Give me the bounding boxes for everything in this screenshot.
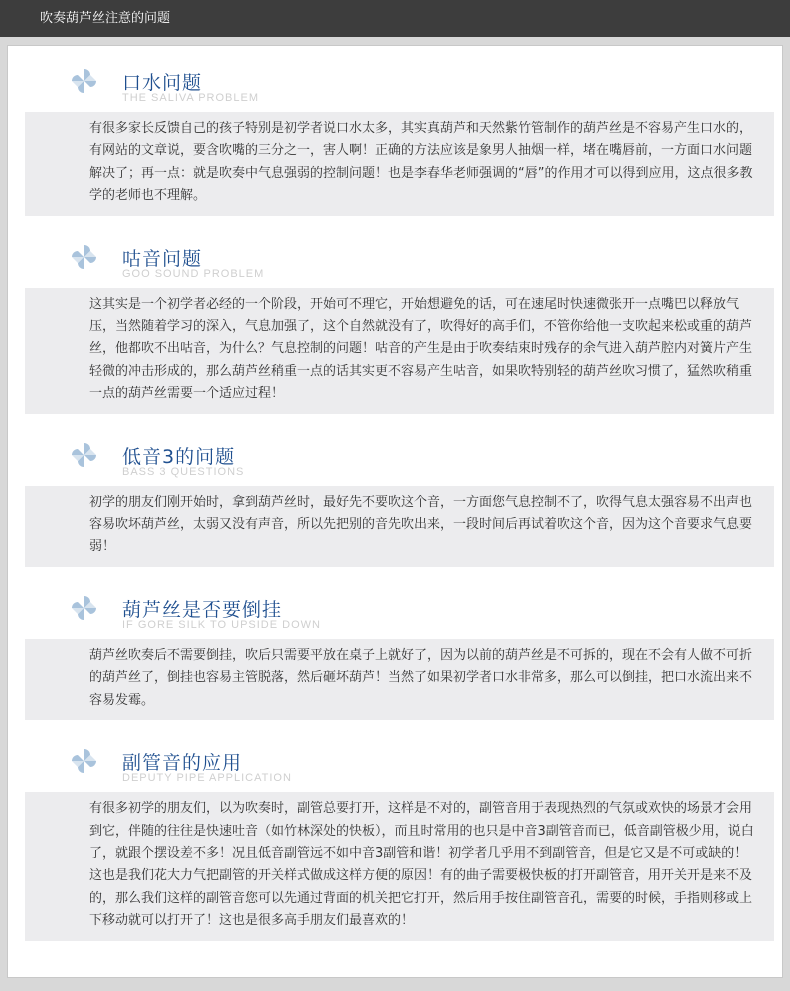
section-title: 口水问题 xyxy=(122,72,203,94)
pinwheel-icon xyxy=(71,68,97,94)
section-deputy-pipe xyxy=(25,740,765,940)
section-subtitle: IF GORE SILK TO UPSIDE DOWN xyxy=(122,618,321,631)
page-header xyxy=(0,0,790,37)
section-subtitle: THE SALIVA PROBLEM xyxy=(122,92,260,104)
content-frame xyxy=(0,37,790,991)
section-title: 副管音的应用 xyxy=(122,752,243,775)
section-saliva xyxy=(25,60,765,216)
section-body: 初学的朋友们刚开始时，拿到葫芦丝时，最好先不要吹这个音，一方面您气息控制不了，吹得气息太强容易不出声也容易吹坏葫芦丝，太弱又没有声音，所以先把别的音先吹出来，一段时间后再试着吹这个音，因为这个音要求气息要弱！ xyxy=(25,486,774,567)
pinwheel-icon xyxy=(71,442,97,468)
section-title: 咕音问题 xyxy=(122,247,203,270)
section-header xyxy=(25,434,765,486)
section-header xyxy=(25,740,765,792)
section-subtitle: DEPUTY PIPE APPLICATION xyxy=(122,772,292,785)
pinwheel-icon xyxy=(71,595,97,621)
section-title: 葫芦丝是否要倒挂 xyxy=(122,598,283,621)
section-upside-down xyxy=(25,587,765,720)
section-subtitle: GOO SOUND PROBLEM xyxy=(122,267,265,280)
section-body: 有很多家长反馈自己的孩子特别是初学者说口水太多，其实真葫芦和天然紫竹管制作的葫芦丝是不容易产生口水的，有网站的文章说，要含吹嘴的三分之一，害人啊！正确的方法应该是象男人抽烟一样，堵在嘴唇前，一方面口水问题解决了；再一点：就是吹奏中气息强弱的控制问题！也是李春华老师强调的“唇”的作用才可以得到应用，这点很多教学的老师也不理解。 xyxy=(25,112,774,216)
pinwheel-icon xyxy=(71,244,97,270)
section-body: 葫芦丝吹奏后不需要倒挂，吹后只需要平放在桌子上就好了，因为以前的葫芦丝是不可拆的，现在不会有人做不可折的葫芦丝了，倒挂也容易主管脱落，然后砸坏葫芦！当然了如果初学者口水非常多，那么可以倒挂，把口水流出来不容易发霉。 xyxy=(25,639,774,720)
content-panel xyxy=(7,45,783,978)
section-title: 低音3的问题 xyxy=(122,445,236,468)
page-title: 吹奏葫芦丝注意的问题 xyxy=(40,11,171,26)
pinwheel-icon xyxy=(71,748,97,774)
section-goo-sound xyxy=(25,236,765,414)
section-bass-3 xyxy=(25,434,765,567)
section-header xyxy=(25,60,765,112)
section-body: 这其实是一个初学者必经的一个阶段，开始可不理它，开始想避免的话，可在速尾时快速微张开一点嘴巴以释放气压，当然随着学习的深入，气息加强了，这个自然就没有了，吹得好的高手们，不管你给他一支吹起来松或重的葫芦丝，他都吹不出咕音，为什么？气息控制的问题！咕音的产生是由于吹奏结束时残存的余气进入葫芦腔内对簧片产生轻微的冲击形成的，那么葫芦丝稍重一点的话其实更不容易产生咕音，如果吹特别轻的葫芦丝吹习惯了，猛然吹稍重一点的葫芦丝需要一个适应过程！ xyxy=(25,288,774,414)
section-body: 有很多初学的朋友们，以为吹奏时，副管总要打开，这样是不对的，副管音用于表现热烈的气氛或欢快的场景才会用到它，伴随的往往是快速吐音（如竹林深处的快板），而且时常用的也只是中音3副管音而已，低音副管极少用，说白了，就跟个摆设差不多！况且低音副管远不如中音3副管和谐！初学者几乎用不到副管音，但是它又是不可或缺的！这也是我们花大力气把副管的开关样式做成这样方便的原因！有的曲子需要极快板的打开副管音，用开关开是来不及的，那么我们这样的副管音您可以先通过背面的机关把它打开，然后用手按住副管音孔，需要的时候，手指则移或上下移动就可以打开了！这也是很多高手朋友们最喜欢的！ xyxy=(25,792,774,940)
section-subtitle: BASS 3 QUESTIONS xyxy=(122,465,245,478)
section-header xyxy=(25,236,765,288)
section-header xyxy=(25,587,765,639)
